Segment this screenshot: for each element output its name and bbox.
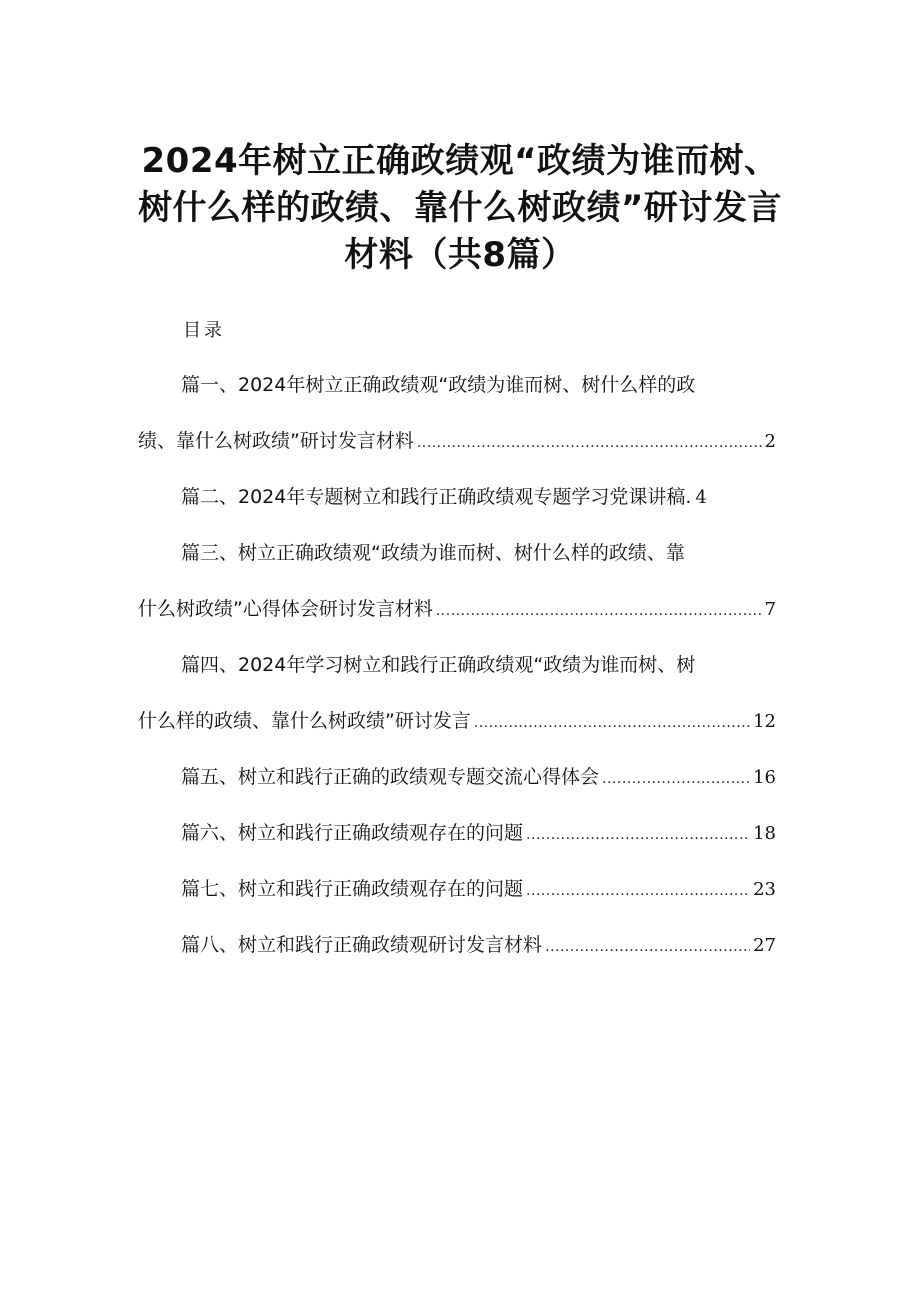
toc-entry-1-line1[interactable]: 篇一、2024年树立正确政绩观“政绩为谁而树、树什么样的政 bbox=[181, 374, 696, 396]
toc-entry-1-page: 2 bbox=[764, 431, 776, 452]
toc-entry-2-page: 4 bbox=[695, 487, 707, 508]
toc-entry-3-page: 7 bbox=[764, 599, 776, 620]
document-title: 2024年树立正确政绩观“政绩为谁而树、树什么样的政绩、靠什么树政绩”研讨发言材料（共8篇） bbox=[138, 141, 782, 275]
toc-entry-6-text: 篇六、树立和践行正确政绩观存在的问题 bbox=[181, 822, 524, 844]
toc-entry-8-text: 篇八、树立和践行正确政绩观研讨发言材料 bbox=[181, 934, 543, 956]
toc-entry-4-page: 12 bbox=[753, 711, 776, 732]
toc-entry-4-line2[interactable] bbox=[138, 708, 776, 736]
toc-entry-4-leader bbox=[474, 710, 750, 736]
toc-entry-3-line2[interactable] bbox=[138, 596, 776, 624]
toc-entry-3-line1[interactable]: 篇三、树立正确政绩观“政绩为谁而树、树什么样的政绩、靠 bbox=[181, 542, 685, 564]
toc-entry-8-page: 27 bbox=[753, 935, 776, 956]
toc-entry-2[interactable] bbox=[181, 484, 707, 511]
toc-entry-1-text: 绩、靠什么树政绩”研讨发言材料 bbox=[138, 430, 414, 452]
toc-entry-4-line1[interactable]: 篇四、2024年学习树立和践行正确政绩观“政绩为谁而树、树 bbox=[181, 654, 696, 676]
toc-entry-1-line2[interactable] bbox=[138, 428, 776, 456]
toc-label: 目录 bbox=[183, 320, 225, 341]
toc-entry-3-leader bbox=[436, 598, 762, 624]
toc-entry-7[interactable] bbox=[181, 876, 776, 904]
toc-entry-5-leader bbox=[602, 766, 750, 792]
toc-entry-1-leader bbox=[417, 430, 762, 456]
toc-entry-4-text: 什么样的政绩、靠什么树政绩”研讨发言 bbox=[138, 710, 471, 732]
toc-entry-8-leader bbox=[545, 934, 750, 960]
toc-entry-8[interactable] bbox=[181, 932, 776, 960]
toc-entry-5[interactable] bbox=[181, 764, 776, 792]
toc-entry-5-text: 篇五、树立和践行正确的政绩观专题交流心得体会 bbox=[181, 766, 600, 788]
toc-entry-7-text: 篇七、树立和践行正确政绩观存在的问题 bbox=[181, 878, 524, 900]
toc-entry-6[interactable] bbox=[181, 820, 776, 848]
toc-entry-7-page: 23 bbox=[753, 879, 776, 900]
toc-entry-5-page: 16 bbox=[753, 767, 776, 788]
toc-entry-7-leader bbox=[526, 878, 750, 904]
toc-entry-6-leader bbox=[526, 822, 750, 848]
toc-entry-3-text: 什么树政绩”心得体会研讨发言材料 bbox=[138, 598, 433, 620]
toc-entry-6-page: 18 bbox=[753, 823, 776, 844]
toc-entry-2-text: 篇二、2024年专题树立和践行正确政绩观专题学习党课讲稿. bbox=[181, 486, 692, 508]
